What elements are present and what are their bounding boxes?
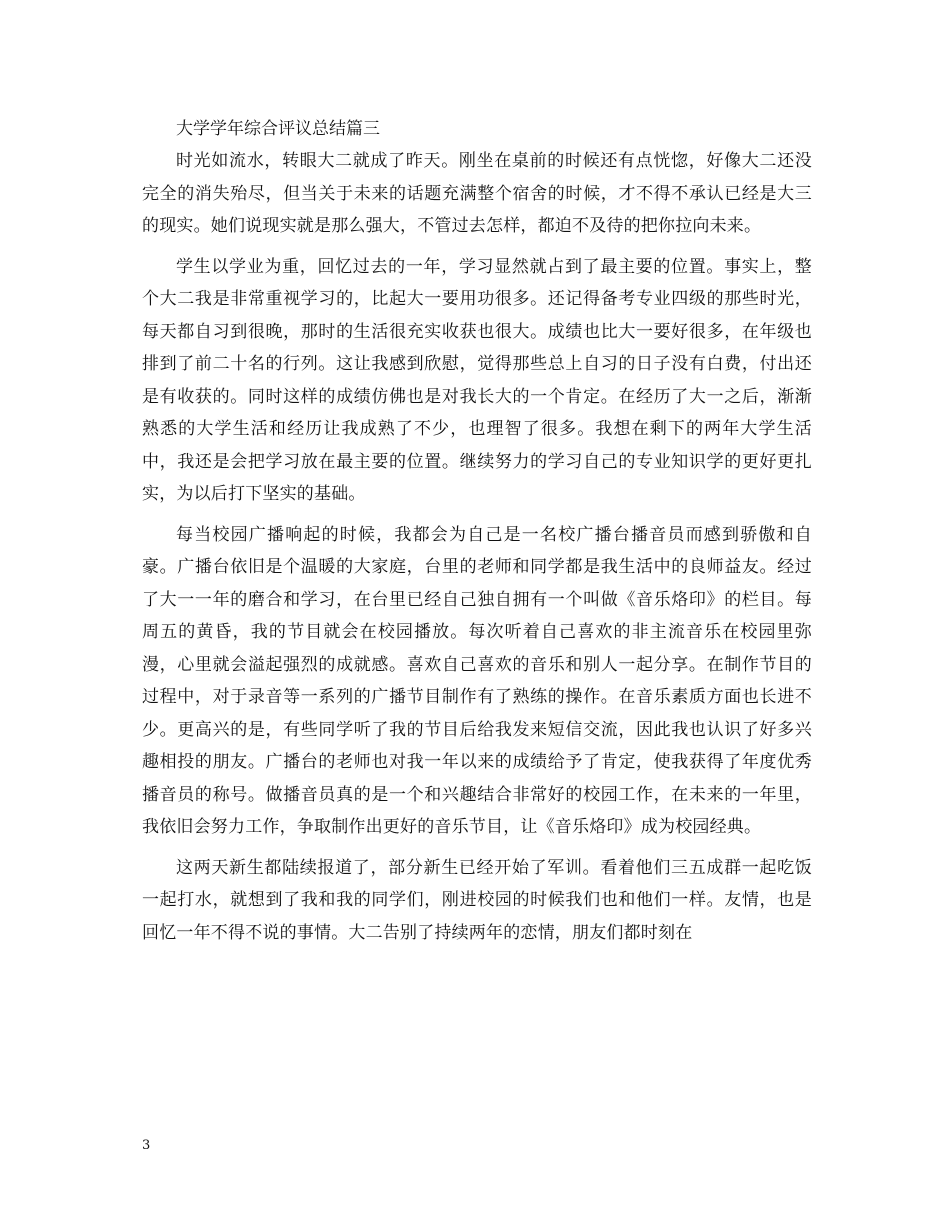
paragraph-2: 学生以学业为重，回忆过去的一年，学习显然就占到了最主要的位置。事实上，整个大二我是非常重视学习的，比起大一要用功很多。还记得备考专业四级的那些时光，每天都自习到很晚，那时的生活很充实收获也很大。成绩也比大一要好很多，在年级也排到了前二十名的行列。这让我感到欣慰，觉得那些总上自习的日子没有白费，付出还是有收获的。同时这样的成绩仿佛也是对我长大的一个肯定。在经历了大一之后，渐渐熟悉的大学生活和经历让我成熟了不少，也理智了很多。我想在剩下的两年大学生活中，我还是会把学习放在最主要的位置。继续努力的学习自己的专业知识学的更好更扎实，为以后打下坚实的基础。 bbox=[142, 256, 812, 504]
paragraph-4: 这两天新生都陆续报道了，部分新生已经开始了军训。看着他们三五成群一起吃饭一起打水，就想到了我和我的同学们，刚进校园的时候我们也和他们一样。友情，也是回忆一年不得不说的事情。大二告别了持续两年的恋情，朋友们都时刻在 bbox=[142, 857, 812, 943]
paragraph-1: 时光如流水，转眼大二就成了昨天。刚坐在桌前的时候还有点恍惚，好像大二还没完全的消失殆尽，但当关于未来的话题充满整个宿舍的时候，才不得不承认已经是大三的现实。她们说现实就是那么强大，不管过去怎样，都迫不及待的把你拉向未来。 bbox=[142, 151, 812, 236]
document-body bbox=[142, 145, 812, 957]
document-title: 大学学年综合评议总结篇三 bbox=[176, 119, 380, 139]
page-number: 3 bbox=[142, 1138, 151, 1153]
paragraph-3: 每当校园广播响起的时候，我都会为自己是一名校广播台播音员而感到骄傲和自豪。广播台依旧是个温暖的大家庭，台里的老师和同学都是我生活中的良师益友。经过了大一一年的磨合和学习，在台里已经自己独自拥有一个叫做《音乐烙印》的栏目。每周五的黄昏，我的节目就会在校园播放。每次听着自己喜欢的非主流音乐在校园里弥漫，心里就会溢起强烈的成就感。喜欢自己喜欢的音乐和别人一起分享。在制作节目的过程中，对于录音等一系列的广播节目制作有了熟练的操作。在音乐素质方面也长进不少。更高兴的是，有些同学听了我的节目后给我发来短信交流，因此我也认识了好多兴趣相投的朋友。广播台的老师也对我一年以来的成绩给予了肯定，使我获得了年度优秀播音员的称号。做播音员真的是一个和兴趣结合非常好的校园工作，在未来的一年里，我依旧会努力工作，争取制作出更好的音乐节目，让《音乐烙印》成为校园经典。 bbox=[142, 524, 812, 837]
